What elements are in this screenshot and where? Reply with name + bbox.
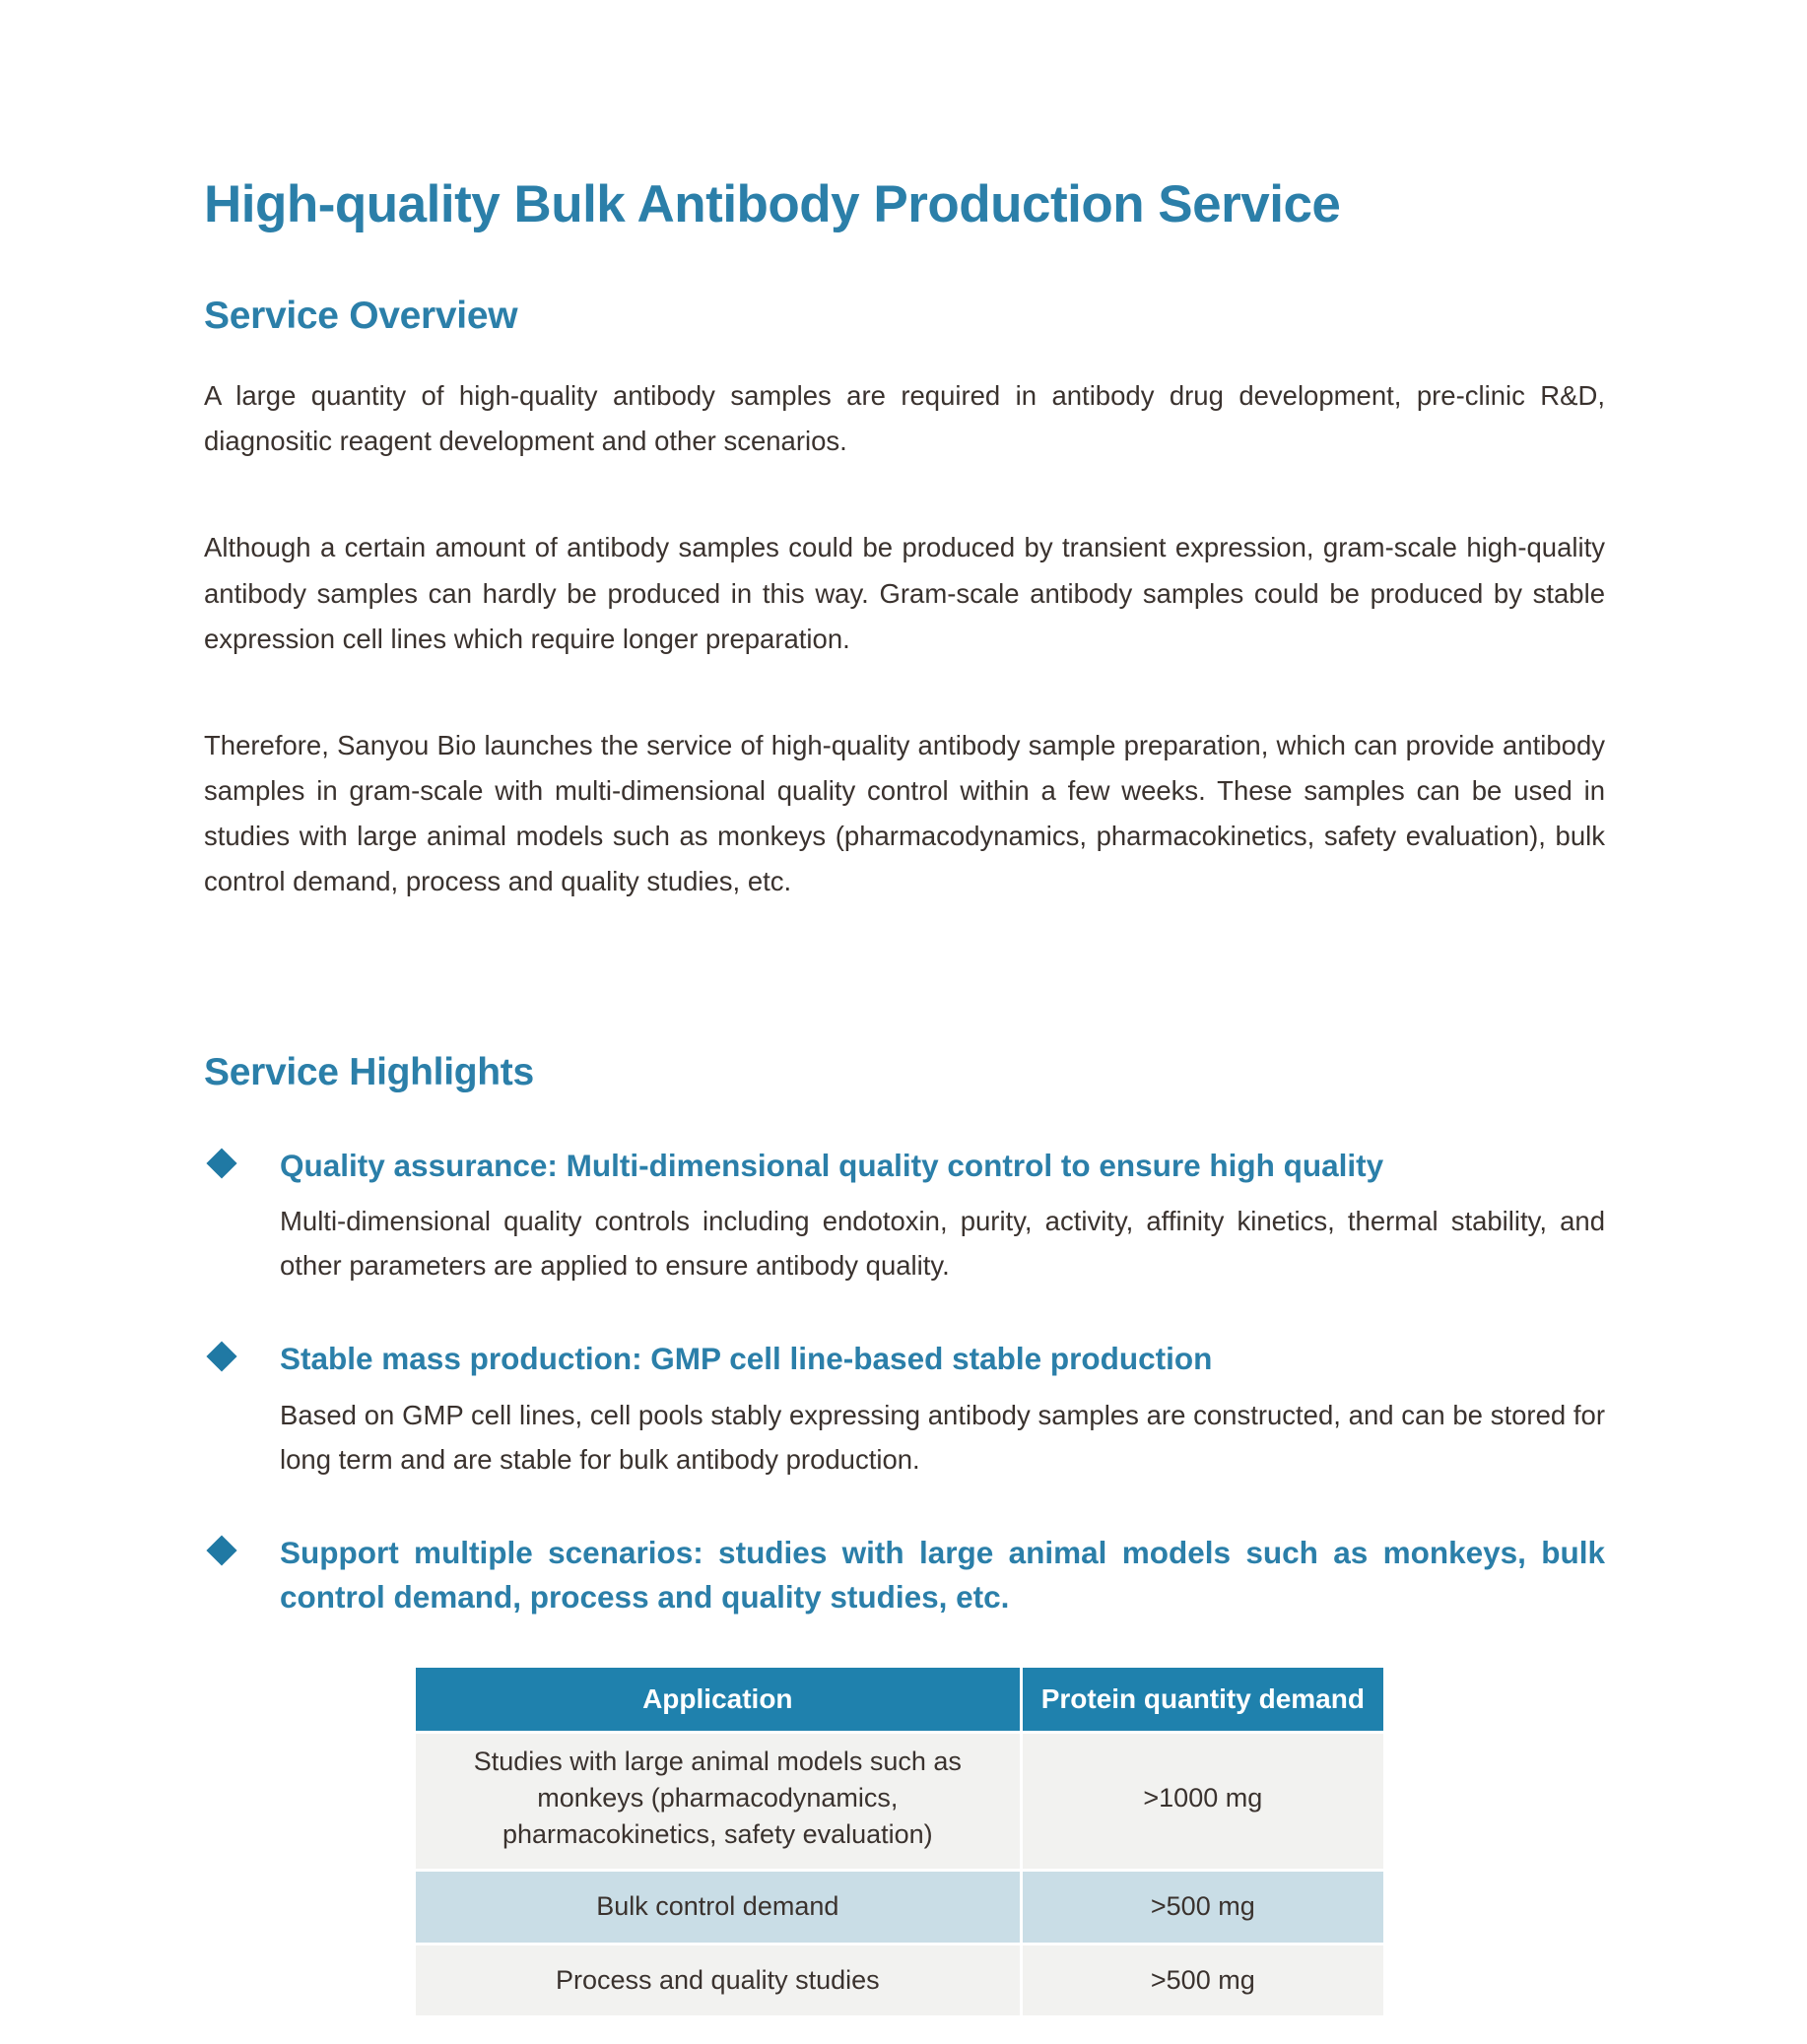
- service-overview-section: [204, 295, 1605, 905]
- service-highlights-section: [204, 1051, 1605, 1619]
- highlight-heading: Quality assurance: Multi-dimensional quality control to ensure high quality: [280, 1147, 1384, 1183]
- highlight-heading: Stable mass production: GMP cell line-based stable production: [280, 1341, 1213, 1377]
- table-row: [415, 1732, 1385, 1871]
- page-title: High-quality Bulk Antibody Production Service: [204, 175, 1341, 233]
- highlight-body: Multi-dimensional quality controls including endotoxin, purity, activity, affinity kinetics, thermal stability, and other parameters are applied to ensure antibody quality.: [280, 1206, 1605, 1281]
- bullet-content: [280, 1531, 1605, 1618]
- overview-paragraph-2: Although a certain amount of antibody samples could be produced by transient expression, gram-scale high-quality antibody samples can hardly be produced in this way. Gram-scale antibody samples could be produced by stable expression cell lines which require longer preparation.: [204, 532, 1605, 654]
- overview-paragraph-3: Therefore, Sanyou Bio launches the service of high-quality antibody sample preparation, which can provide antibody samples in gram-scale with multi-dimensional quality control within a few weeks. These samples can be used in studies with large animal models such as monkeys (pharmacodynamics, pharmacokinetics, safety evaluation), bulk control demand, process and quality studies, etc.: [204, 729, 1605, 897]
- table-cell-application: Studies with large animal models such as monkeys (pharmacodynamics, pharmacokinetics, safety evaluation): [415, 1732, 1022, 1871]
- table-header-row: [415, 1666, 1385, 1732]
- table-cell-application: Process and quality studies: [415, 1944, 1022, 2016]
- diamond-bullet-icon: [206, 1536, 236, 1566]
- bullet-marker: [204, 1144, 280, 1288]
- highlight-heading: Support multiple scenarios: studies with large animal models such as monkeys, bulk control demand, process and quality studies, etc.: [280, 1535, 1605, 1615]
- table-cell-application: Bulk control demand: [415, 1871, 1022, 1944]
- table-cell-demand: >1000 mg: [1021, 1732, 1384, 1871]
- protein-demand-table: [413, 1665, 1386, 2018]
- table-row: [415, 1871, 1385, 1944]
- highlight-item-quality-assurance: [204, 1144, 1605, 1288]
- bullet-content: [280, 1337, 1605, 1482]
- table-cell-demand: >500 mg: [1021, 1944, 1384, 2016]
- bullet-marker: [204, 1337, 280, 1482]
- highlight-body: Based on GMP cell lines, cell pools stably expressing antibody samples are constructed, and can be stored for long term and are stable for bulk antibody production.: [280, 1400, 1605, 1475]
- bullet-content: [280, 1144, 1605, 1288]
- service-highlights-heading: Service Highlights: [204, 1050, 534, 1093]
- service-overview-heading: Service Overview: [204, 294, 518, 337]
- diamond-bullet-icon: [206, 1342, 236, 1372]
- overview-paragraph-1: A large quantity of high-quality antibody samples are required in antibody drug development, pre-clinic R&D, diagnositic reagent development and other scenarios.: [204, 379, 1605, 457]
- highlights-bullet-list: [204, 1144, 1605, 1619]
- diamond-bullet-icon: [206, 1148, 236, 1178]
- highlight-item-stable-mass-production: [204, 1337, 1605, 1482]
- table-header-application: Application: [415, 1666, 1022, 1732]
- bullet-marker: [204, 1531, 280, 1618]
- table-cell-demand: >500 mg: [1021, 1871, 1384, 1944]
- table-row: [415, 1944, 1385, 2016]
- highlight-item-support-multiple-scenarios: [204, 1531, 1605, 1618]
- table-header-protein-quantity-demand: Protein quantity demand: [1021, 1666, 1384, 1732]
